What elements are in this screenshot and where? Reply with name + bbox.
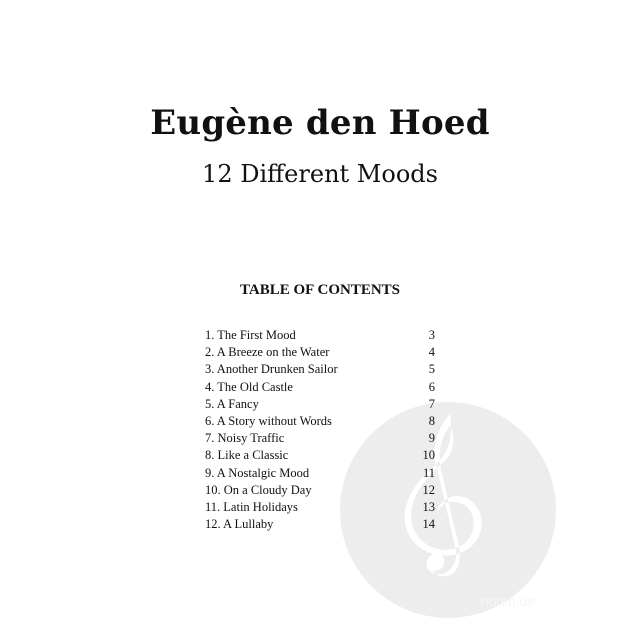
toc-entry (205, 447, 435, 464)
toc-entry (205, 361, 435, 378)
toc-entry-title: 2. A Breeze on the Water (205, 345, 330, 360)
watermark-text: noten.de (480, 593, 536, 609)
toc-entry-page: 9 (428, 431, 435, 446)
toc-entry-page: 5 (428, 362, 435, 377)
toc-entry (205, 465, 435, 482)
table-of-contents (205, 327, 435, 533)
toc-entry (205, 396, 435, 413)
toc-entry-title: 12. A Lullaby (205, 517, 274, 532)
toc-entry (205, 379, 435, 396)
toc-entry (205, 413, 435, 430)
collection-title: 12 Different Moods (202, 160, 438, 188)
toc-entry-title: 10. On a Cloudy Day (205, 482, 312, 497)
toc-entry (205, 516, 435, 533)
toc-entry (205, 327, 435, 344)
toc-entry-page: 6 (428, 379, 435, 394)
toc-entry-title: 6. A Story without Words (205, 413, 332, 428)
toc-entry (205, 430, 435, 447)
toc-entry-title: 9. A Nostalgic Mood (205, 465, 310, 480)
toc-entry-page: 12 (422, 482, 435, 497)
toc-entry (205, 344, 435, 361)
toc-entry-title: 5. A Fancy (205, 396, 259, 411)
toc-entry-page: 14 (422, 517, 435, 532)
toc-entry-page: 13 (422, 499, 435, 514)
toc-entry (205, 499, 435, 516)
toc-entry-page: 7 (428, 396, 435, 411)
toc-entry-title: 7. Noisy Traffic (205, 431, 285, 446)
toc-entry-page: 10 (422, 448, 435, 463)
toc-entry-page: 4 (428, 345, 435, 360)
toc-entry-title: 4. The Old Castle (205, 379, 293, 394)
toc-entry-page: 8 (428, 413, 435, 428)
toc-entry-title: 3. Another Drunken Sailor (205, 362, 338, 377)
toc-entry (205, 482, 435, 499)
toc-entry-page: 3 (428, 328, 435, 342)
toc-heading: TABLE OF CONTENTS (239, 282, 401, 298)
toc-entry-title: 11. Latin Holidays (205, 499, 298, 514)
toc-entry-page: 11 (422, 465, 435, 480)
toc-entry-title: 1. The First Mood (205, 328, 296, 342)
composer-name: Eugène den Hoed (150, 103, 490, 143)
toc-entry-title: 8. Like a Classic (205, 448, 289, 463)
